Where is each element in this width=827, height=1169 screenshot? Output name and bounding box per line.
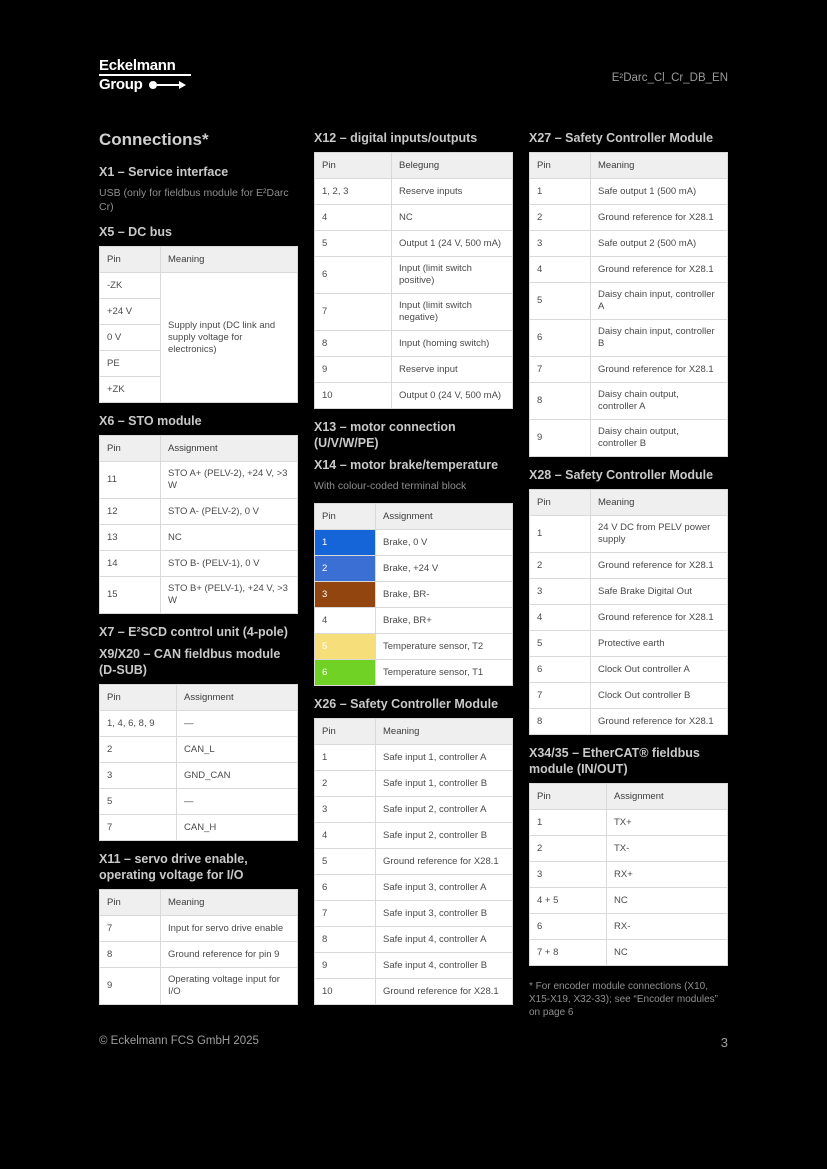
cell-value: Safe input 4, controller A — [376, 927, 513, 953]
table-row — [315, 745, 513, 771]
cell-pin: 8 — [530, 709, 591, 735]
header-value: Assignment — [177, 685, 298, 711]
cell-value: CAN_L — [177, 737, 298, 763]
table-header-row — [315, 719, 513, 745]
cell-value: 24 V DC from PELV power supply — [591, 516, 728, 553]
cell-pin: 7 — [315, 294, 392, 331]
header-pin: Pin — [100, 890, 161, 916]
cell-pin: 6 — [530, 320, 591, 357]
cell-pin: 5 — [530, 631, 591, 657]
cell-pin: 4 — [315, 823, 376, 849]
cell-pin: 6 — [530, 657, 591, 683]
column-right — [529, 130, 728, 1019]
table-header-row — [100, 890, 298, 916]
table-header-row — [100, 436, 298, 462]
table-row — [315, 953, 513, 979]
cell-pin: 6 — [530, 914, 607, 940]
table-x28 — [529, 489, 728, 735]
cell-value: Brake, +24 V — [376, 556, 513, 582]
cell-value: Clock Out controller A — [591, 657, 728, 683]
table-x3435 — [529, 783, 728, 966]
cell-pin: 2 — [315, 771, 376, 797]
table-row — [315, 257, 513, 294]
cell-value: NC — [161, 525, 298, 551]
cell-value: TX- — [607, 836, 728, 862]
cell-pin: PE — [100, 351, 161, 377]
cell-value: Safe input 1, controller A — [376, 745, 513, 771]
table-header-row — [100, 247, 298, 273]
cell-pin: 3 — [530, 862, 607, 888]
table-row — [530, 836, 728, 862]
table-row — [530, 940, 728, 966]
table-x5 — [99, 246, 298, 403]
table-row — [530, 888, 728, 914]
cell-value: RX- — [607, 914, 728, 940]
table-row — [530, 257, 728, 283]
cell-value: STO A+ (PELV-2), +24 V, >3 W — [161, 462, 298, 499]
cell-value: Safe output 2 (500 mA) — [591, 231, 728, 257]
table-row — [315, 797, 513, 823]
cell-value: Safe input 2, controller B — [376, 823, 513, 849]
cell-pin: -ZK — [100, 273, 161, 299]
table-header-row — [530, 153, 728, 179]
column-left — [99, 130, 298, 1015]
header-pin: Pin — [530, 784, 607, 810]
cell-pin: 5 — [100, 789, 177, 815]
cell-pin: 1, 4, 6, 8, 9 — [100, 711, 177, 737]
cell-value: Ground reference for X28.1 — [591, 357, 728, 383]
cell-value: Safe input 3, controller B — [376, 901, 513, 927]
cell-value: Input (homing switch) — [392, 331, 513, 357]
header-value: Belegung — [392, 153, 513, 179]
cell-pin: 1 — [530, 516, 591, 553]
cell-value: Safe output 1 (500 mA) — [591, 179, 728, 205]
cell-value: Daisy chain output, controller B — [591, 420, 728, 457]
table-row — [530, 320, 728, 357]
table-row — [315, 530, 513, 556]
footnote: * For encoder module connections (X10, X15-X19, X32-33); see “Encoder modules” on page 6 — [529, 981, 718, 1018]
cell-pin: 7 — [100, 815, 177, 841]
table-row — [100, 711, 298, 737]
table-row — [530, 810, 728, 836]
table-row — [315, 823, 513, 849]
table-header-row — [315, 504, 513, 530]
table-row — [100, 577, 298, 614]
cell-pin: 1, 2, 3 — [315, 179, 392, 205]
table-x27 — [529, 152, 728, 457]
cell-value: STO A- (PELV-2), 0 V — [161, 499, 298, 525]
section-x5-title: X5 – DC bus — [99, 225, 172, 239]
cell-value: Safe input 2, controller A — [376, 797, 513, 823]
cell-value: Daisy chain input, controller A — [591, 283, 728, 320]
cell-pin: 3 — [315, 797, 376, 823]
cell-pin: 7 — [315, 901, 376, 927]
cell-value: STO B- (PELV-1), 0 V — [161, 551, 298, 577]
cell-merged-meaning: Supply input (DC link and supply voltage for electronics) — [161, 273, 298, 403]
cell-value: Ground reference for X28.1 — [591, 709, 728, 735]
table-row — [530, 579, 728, 605]
cell-value: Input for servo drive enable — [161, 916, 298, 942]
cell-value: NC — [607, 888, 728, 914]
header-pin: Pin — [315, 504, 376, 530]
cell-value: Input (limit switch negative) — [392, 294, 513, 331]
cell-pin: 4 — [315, 608, 376, 634]
table-row — [530, 862, 728, 888]
cell-pin: 2 — [530, 836, 607, 862]
cell-value: STO B+ (PELV-1), +24 V, >3 W — [161, 577, 298, 614]
cell-pin: 9 — [315, 357, 392, 383]
table-row — [100, 942, 298, 968]
table-row — [530, 179, 728, 205]
cell-pin: 7 — [100, 916, 161, 942]
cell-value: Reserve input — [392, 357, 513, 383]
cell-pin: 5 — [530, 283, 591, 320]
cell-value: Ground reference for X28.1 — [591, 605, 728, 631]
table-row — [530, 709, 728, 735]
header-pin: Pin — [100, 685, 177, 711]
column-middle — [314, 130, 513, 1015]
header-value: Meaning — [591, 490, 728, 516]
cell-pin: 6 — [315, 257, 392, 294]
table-header-row — [530, 490, 728, 516]
table-header-row — [315, 153, 513, 179]
header-pin: Pin — [530, 490, 591, 516]
cell-value: Ground reference for pin 9 — [161, 942, 298, 968]
table-row — [315, 294, 513, 331]
cell-value: NC — [607, 940, 728, 966]
cell-value: Ground reference for X28.1 — [376, 849, 513, 875]
table-row — [315, 849, 513, 875]
table-row — [530, 205, 728, 231]
cell-pin: 13 — [100, 525, 161, 551]
table-row — [100, 737, 298, 763]
section-x1-note: USB (only for fieldbus module for E²Darc Cr) — [99, 187, 289, 213]
cell-pin: 10 — [315, 383, 392, 409]
cell-value: Input (limit switch positive) — [392, 257, 513, 294]
cell-value: GND_CAN — [177, 763, 298, 789]
section-x6-title: X6 – STO module — [99, 414, 202, 428]
table-x26 — [314, 718, 513, 1005]
table-row — [100, 968, 298, 1005]
table-row — [100, 763, 298, 789]
section-x14-note: With colour-coded terminal block — [314, 480, 467, 492]
cell-value: Safe input 3, controller A — [376, 875, 513, 901]
logo-line2: Group — [99, 76, 143, 93]
header-value: Meaning — [376, 719, 513, 745]
cell-pin: 4 + 5 — [530, 888, 607, 914]
table-row — [100, 525, 298, 551]
logo-line1: Eckelmann — [99, 57, 176, 74]
section-x26-title: X26 – Safety Controller Module — [314, 697, 499, 711]
table-row — [315, 205, 513, 231]
cell-pin: 8 — [315, 927, 376, 953]
table-row — [315, 979, 513, 1005]
cell-value: Operating voltage input for I/O — [161, 968, 298, 1005]
cell-pin: 1 — [315, 530, 376, 556]
table-row — [315, 660, 513, 686]
header-pin: Pin — [530, 153, 591, 179]
cell-pin: 4 — [315, 205, 392, 231]
page-number: 3 — [720, 1035, 728, 1050]
cell-pin: 5 — [315, 849, 376, 875]
header-value: Meaning — [591, 153, 728, 179]
table-x12 — [314, 152, 513, 409]
cell-pin: 2 — [100, 737, 177, 763]
cell-value: Ground reference for X28.1 — [591, 257, 728, 283]
cell-pin: 15 — [100, 577, 161, 614]
cell-value: Ground reference for X28.1 — [376, 979, 513, 1005]
cell-pin: 5 — [315, 231, 392, 257]
eckelmann-group-logo — [99, 58, 194, 92]
cell-value: Daisy chain output, controller A — [591, 383, 728, 420]
table-row — [315, 927, 513, 953]
table-row — [100, 462, 298, 499]
table-row — [315, 608, 513, 634]
cell-pin: 6 — [315, 660, 376, 686]
cell-pin: 7 + 8 — [530, 940, 607, 966]
header-meaning: Meaning — [161, 247, 298, 273]
section-x27-title: X27 – Safety Controller Module — [529, 131, 714, 145]
table-x14 — [314, 503, 513, 686]
cell-pin: 1 — [530, 179, 591, 205]
section-x14-title: X14 – motor brake/temperature — [314, 458, 499, 472]
table-x9x20 — [99, 684, 298, 841]
cell-pin: 2 — [315, 556, 376, 582]
section-x13-title: X13 – motor connection (U/V/W/PE) — [314, 420, 456, 450]
table-header-row — [100, 685, 298, 711]
cell-value: Safe Brake Digital Out — [591, 579, 728, 605]
table-row — [530, 657, 728, 683]
arrow-icon — [149, 81, 186, 89]
cell-pin: 6 — [315, 875, 376, 901]
table-row — [315, 901, 513, 927]
table-row — [315, 231, 513, 257]
cell-value: Safe input 4, controller B — [376, 953, 513, 979]
table-row — [315, 556, 513, 582]
section-x9x20-title: X9/X20 – CAN fieldbus module (D-SUB) — [99, 647, 281, 677]
table-row — [530, 357, 728, 383]
cell-pin: 14 — [100, 551, 161, 577]
cell-pin: 3 — [530, 579, 591, 605]
cell-value: Protective earth — [591, 631, 728, 657]
cell-value: TX+ — [607, 810, 728, 836]
header-pin: Pin — [100, 436, 161, 462]
cell-pin: 2 — [530, 553, 591, 579]
cell-value: Ground reference for X28.1 — [591, 205, 728, 231]
table-row — [100, 273, 298, 299]
cell-pin: 9 — [530, 420, 591, 457]
cell-pin: 3 — [315, 582, 376, 608]
table-row — [530, 383, 728, 420]
table-x6 — [99, 435, 298, 614]
section-x12-title: X12 – digital inputs/outputs — [314, 131, 478, 145]
table-row — [530, 420, 728, 457]
cell-pin: 4 — [530, 605, 591, 631]
cell-pin: 8 — [100, 942, 161, 968]
cell-pin: 3 — [530, 231, 591, 257]
cell-value: Brake, BR- — [376, 582, 513, 608]
cell-pin: 9 — [100, 968, 161, 1005]
cell-pin: 4 — [530, 257, 591, 283]
header-pin: Pin — [100, 247, 161, 273]
cell-value: Output 0 (24 V, 500 mA) — [392, 383, 513, 409]
cell-pin: 3 — [100, 763, 177, 789]
header-value: Assignment — [376, 504, 513, 530]
cell-pin: 5 — [315, 634, 376, 660]
section-x11-title: X11 – servo drive enable, operating voltage for I/O — [99, 852, 248, 882]
page-header — [99, 58, 728, 104]
table-row — [530, 283, 728, 320]
table-row — [315, 357, 513, 383]
table-row — [530, 683, 728, 709]
cell-value: Ground reference for X28.1 — [591, 553, 728, 579]
cell-pin: 9 — [315, 953, 376, 979]
table-row — [100, 916, 298, 942]
document-code: E²Darc_Cl_Cr_DB_EN — [611, 72, 728, 84]
header-value: Assignment — [161, 436, 298, 462]
cell-pin: 8 — [315, 331, 392, 357]
cell-value: Brake, BR+ — [376, 608, 513, 634]
table-row — [315, 179, 513, 205]
section-x3435-title: X34/35 – EtherCAT® fieldbus module (IN/OUT) — [529, 746, 700, 776]
cell-pin: 8 — [530, 383, 591, 420]
header-value: Meaning — [161, 890, 298, 916]
table-row — [100, 551, 298, 577]
cell-value: Safe input 1, controller B — [376, 771, 513, 797]
table-row — [530, 631, 728, 657]
cell-value: CAN_H — [177, 815, 298, 841]
cell-pin: +24 V — [100, 299, 161, 325]
table-x11 — [99, 889, 298, 1005]
cell-value: — — [177, 711, 298, 737]
table-row — [530, 914, 728, 940]
cell-pin: +ZK — [100, 377, 161, 403]
header-pin: Pin — [315, 719, 376, 745]
header-pin: Pin — [315, 153, 392, 179]
cell-pin: 2 — [530, 205, 591, 231]
table-row — [315, 771, 513, 797]
table-row — [315, 634, 513, 660]
cell-value: Temperature sensor, T2 — [376, 634, 513, 660]
page-title: Connections* — [99, 130, 209, 149]
copyright-text: © Eckelmann FCS GmbH 2025 — [99, 1035, 259, 1047]
table-row — [530, 231, 728, 257]
cell-value: Output 1 (24 V, 500 mA) — [392, 231, 513, 257]
table-header-row — [530, 784, 728, 810]
table-row — [315, 383, 513, 409]
header-value: Assignment — [607, 784, 728, 810]
cell-value: Daisy chain input, controller B — [591, 320, 728, 357]
table-row — [530, 605, 728, 631]
cell-value: Reserve inputs — [392, 179, 513, 205]
table-row — [315, 582, 513, 608]
cell-pin: 0 V — [100, 325, 161, 351]
section-x7-title: X7 – E²SCD control unit (4-pole) — [99, 625, 288, 639]
cell-value: RX+ — [607, 862, 728, 888]
cell-pin: 10 — [315, 979, 376, 1005]
cell-pin: 11 — [100, 462, 161, 499]
cell-pin: 1 — [530, 810, 607, 836]
cell-value: — — [177, 789, 298, 815]
table-row — [530, 553, 728, 579]
cell-value: Brake, 0 V — [376, 530, 513, 556]
cell-pin: 7 — [530, 357, 591, 383]
table-row — [100, 499, 298, 525]
table-row — [530, 516, 728, 553]
section-x28-title: X28 – Safety Controller Module — [529, 468, 714, 482]
cell-value: NC — [392, 205, 513, 231]
section-x1-title: X1 – Service interface — [99, 165, 229, 179]
table-row — [100, 789, 298, 815]
cell-value: Clock Out controller B — [591, 683, 728, 709]
table-row — [315, 875, 513, 901]
cell-pin: 12 — [100, 499, 161, 525]
cell-pin: 7 — [530, 683, 591, 709]
table-row — [100, 815, 298, 841]
cell-value: Temperature sensor, T1 — [376, 660, 513, 686]
table-row — [315, 331, 513, 357]
cell-pin: 1 — [315, 745, 376, 771]
